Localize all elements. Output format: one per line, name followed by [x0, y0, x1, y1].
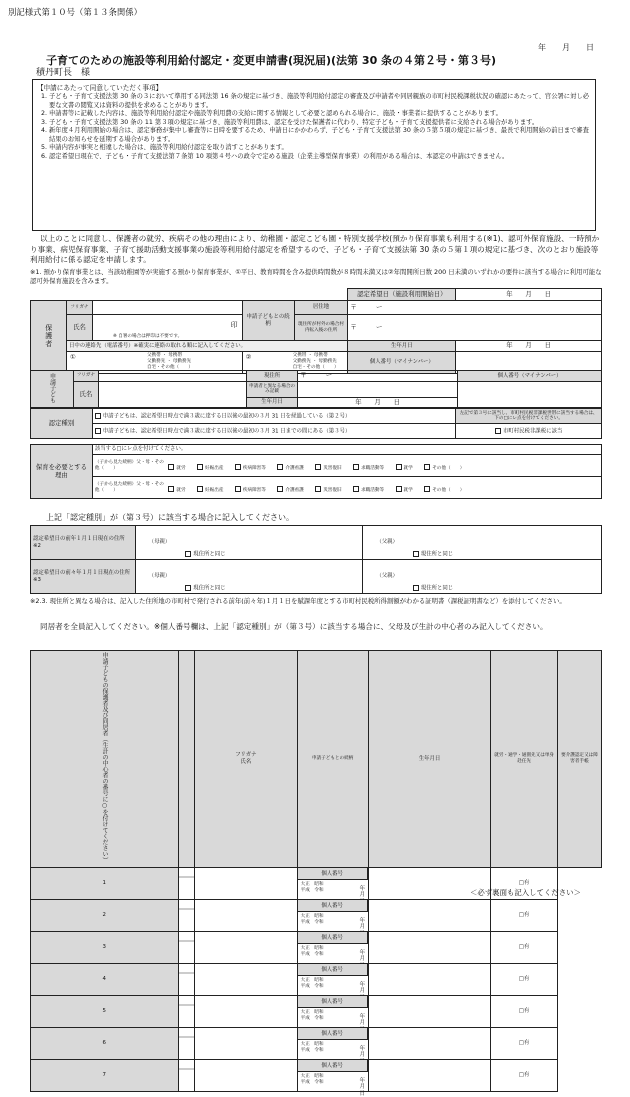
child-name-label: 氏名 — [73, 381, 99, 408]
reason-who[interactable]: （子から見た続柄）父・母・その他（ ） — [94, 460, 164, 471]
child-furigana-label: フリガナ — [73, 371, 99, 382]
household-birth-field[interactable] — [298, 944, 368, 963]
era-options[interactable]: 大正 昭和 平成 令和 — [300, 1041, 324, 1053]
era-options[interactable]: 大正 昭和 平成 令和 — [300, 1009, 324, 1021]
guardian-mynumber-label: 個人番号（マイナンバー） — [348, 351, 456, 373]
cert-type-label: 認定種別 — [31, 409, 93, 439]
reason-option[interactable]: 介護看護 — [277, 466, 303, 471]
household-mynumber-row[interactable] — [298, 1028, 368, 1040]
era-options[interactable]: 大正 昭和 平成 令和 — [300, 945, 324, 957]
reason-label: 保育を必要とする理由 — [31, 445, 93, 499]
household-work-header: 就労・通学・通園先又は単身赴任先 — [491, 651, 558, 868]
prev2-father-label: （父親） — [363, 560, 411, 594]
era-options[interactable]: 大正 昭和 平成 令和 — [300, 913, 324, 925]
notice-item: 3. 子ども・子育て支援法第 30 条の 11 第３項の規定に基づき、施設等利用費は、認定を受けた保護者に代わり、特定子ども・子育て支援提供者に支給される場合があります。 — [49, 119, 591, 128]
seal-mark: 印 — [230, 321, 238, 329]
back-side-note: ＜必ず裏面も記入してください＞ — [470, 888, 581, 897]
household-care-field[interactable]: □有 — [491, 931, 558, 963]
consent-notice-box — [32, 79, 596, 231]
household-row-number[interactable]: 2 — [31, 899, 179, 931]
household-row — [31, 963, 602, 995]
child-address-label: 現住所 — [246, 371, 297, 382]
household-mynumber-label: 個人番号 — [298, 996, 368, 1007]
household-care-field[interactable]: □有 — [491, 867, 558, 899]
reason-option[interactable]: 就労 — [168, 466, 185, 471]
household-row — [31, 931, 602, 963]
child-address-detail-field[interactable] — [298, 381, 458, 397]
checkbox[interactable] — [495, 428, 501, 434]
prev-father-same[interactable]: 現住所と同じ — [411, 526, 602, 560]
household-birth-cell — [297, 995, 368, 1027]
guardian-birth-field[interactable]: 年 月 日 — [456, 341, 602, 352]
addressee: 積丹町長 様 — [36, 68, 91, 78]
prev2-year-address-label: 認定希望日の前々年１月１日現在の住所 ※3 — [31, 560, 136, 594]
moved-address-field[interactable]: 〒 ー — [348, 315, 602, 341]
reason-option[interactable]: 疾病障害等 — [235, 466, 266, 471]
household-name-field[interactable] — [178, 1059, 195, 1091]
household-birth-field[interactable] — [298, 880, 368, 899]
reason-option[interactable]: 就労 — [168, 488, 185, 493]
household-mynumber-label: 個人番号 — [298, 900, 368, 911]
household-work-field[interactable] — [368, 1059, 491, 1091]
prev-mother-label: （母親） — [135, 526, 183, 560]
household-mynumber-row[interactable] — [298, 900, 368, 912]
cert-type-option-3[interactable]: 申請子どもは、認定希望日時点で満３歳に達する日以後の最初の３月 31 日までの間にある（第３号） — [92, 424, 455, 439]
reason-option[interactable]: 就学 — [396, 466, 413, 471]
cert-type-option-2[interactable]: 申請子どもは、認定希望日時点で満３歳に達する日以後の最初の３月 31 日を経過している（第２号） — [92, 409, 455, 424]
household-care-field[interactable]: □有 — [491, 963, 558, 995]
child-section-label: 申請子ども — [31, 371, 74, 408]
child-mynumber-label: 個人番号（マイナンバー） — [458, 371, 602, 382]
household-row-number[interactable]: 3 — [31, 931, 179, 963]
guardian-birth-label: 生年月日 — [348, 341, 456, 352]
household-work-field[interactable] — [368, 963, 491, 995]
cert-date-field[interactable]: 年 月 日 — [456, 289, 602, 301]
household-mynumber-row[interactable] — [298, 868, 368, 880]
reason-header: 該当する□にレ点を付けてください。 — [92, 445, 601, 455]
cert-type-table — [30, 408, 602, 439]
household-row — [31, 995, 602, 1027]
household-birth-field[interactable] — [298, 976, 368, 995]
household-birth-field[interactable] — [298, 912, 368, 931]
child-birth-label: 生年月日 — [246, 397, 297, 408]
household-mynumber-row[interactable] — [298, 932, 368, 944]
contact-1-options[interactable]: 父携帯 ・ 母携帯 父勤務先 ・ 母勤務先 自宅・その他（ ） — [146, 352, 193, 370]
household-name-header: フリガナ 氏名 — [195, 651, 298, 868]
notice-item: 4. 新年度４月利用開始の場合は、認定事務が集中し審査等に日時を要するため、申請日にかかわらず、子ども・子育て支援法第 30 条の５第５項の規定に基づき、最長で利用開始の前日まで審査結果のお知らせを延期する場合があります。 — [49, 127, 591, 144]
reason-option[interactable]: 災害復旧 — [315, 488, 341, 493]
household-name-field[interactable] — [178, 867, 195, 899]
household-row — [31, 899, 602, 931]
intro-note-1: ※1. 預かり保育事業とは、当該幼稚園等が実施する預かり保育事業が、①平日、教育時間を含み提供時間数が８時間未満又は②年間開所日数 200 日未満のいずれかの要件に該当する場合に利用可能な認可外保育施設を含みます。 — [30, 268, 602, 285]
household-name-field[interactable] — [178, 931, 195, 963]
reason-option[interactable]: 介護看護 — [277, 488, 303, 493]
guardian-furigana-field[interactable] — [92, 301, 242, 315]
household-birth-cell — [297, 1059, 376, 1097]
household-intro: 同居者を全員記入してください。※個人番号欄は、上記「認定種別」が（第３号）に該当する場合に、父母及び生計の中心者のみ記入してください。 — [40, 622, 548, 631]
era-options[interactable]: 大正 昭和 平成 令和 — [300, 1073, 324, 1085]
reason-row-2 — [92, 477, 601, 499]
household-birth-cell — [297, 931, 368, 963]
household-name-field[interactable] — [178, 1027, 195, 1059]
submission-date[interactable]: 年 月 日 — [538, 43, 594, 52]
household-mynumber-label: 個人番号 — [298, 964, 368, 975]
child-address-note: 申請者と異なる場合のみ記載 — [246, 381, 297, 397]
notice-heading: 【申請にあたって同意していただく事項】 — [37, 84, 163, 92]
reason-row-1 — [92, 455, 601, 477]
household-birth-header: 生年月日 — [368, 651, 491, 868]
reason-who[interactable]: （子から見た続柄）父・母・その他（ ） — [94, 482, 164, 493]
household-row-number[interactable]: 7 — [31, 1059, 179, 1091]
moved-address-label: 現住所が村外の場合村内転入後の住所 — [294, 315, 348, 341]
prev-year-address-label: 認定希望日の前年１月１日現在の住所 ※2 — [31, 526, 136, 560]
contact-2-marker: ② — [245, 352, 252, 361]
era-options[interactable]: 大正 昭和 平成 令和 — [300, 977, 324, 989]
household-relation-field[interactable] — [195, 1059, 298, 1091]
household-work-field[interactable] — [368, 899, 491, 931]
reason-option[interactable]: 妊娠出産 — [197, 488, 223, 493]
birth-ymd: 年 月 — [359, 1013, 366, 1027]
intro-paragraph: 以上のことに同意し、保護者の就労、疾病その他の理由により、幼稚園・認定こども園・特別支援学校(預かり保育事業も利用する(※1)、認可外保育施設、一時預かり事業、病児保育事業、子育て援助活動支援事業の施設等利用給付認定を希望するので、子ども・子育て支援法第 30 条の５第１項の規定に基づき、次のとおり施設等利用給付に係る認定を申請します。 — [30, 234, 600, 265]
notice-item: 1. 子ども・子育て支援法第 30 条の３において準用する同法第 16 条の規定に基づき、施設等利用給付認定の審査及び申請者や同居親族の市町村民税課税状況の確認にあたって、官公署に対し必要な文書の閲覧又は資料の提供を求めることがあります。 — [49, 93, 591, 110]
checkbox[interactable] — [95, 413, 101, 419]
household-name-field[interactable] — [178, 963, 195, 995]
section3-heading: 上記「認定種別」が（第３号）に該当する場合に記入してください。 — [46, 513, 294, 522]
child-address-field[interactable]: 〒 ー — [298, 371, 458, 382]
seal-note: ※ 自署の場合は押印は不要です。 — [112, 333, 183, 339]
notice-item: 6. 認定希望日現在で、子ども・子育て支援法第７条第 10 項第４号ハの政令で定める施設（企業主導型保育事業）の利用がある場合は、本認定の申請はできません。 — [49, 153, 591, 162]
reason-option[interactable]: 求職活動等 — [353, 488, 384, 493]
household-work-field[interactable] — [368, 1027, 491, 1059]
household-row-number[interactable]: 5 — [31, 995, 179, 1027]
household-birth-field[interactable] — [298, 1040, 368, 1059]
reason-option[interactable]: 妊娠出産 — [197, 466, 223, 471]
previous-address-table — [30, 525, 602, 594]
household-mynumber-row[interactable] — [298, 964, 368, 976]
contact-2-options[interactable]: 父携帯 ・ 母携帯 父勤務先 ・ 母勤務先 自宅・その他（ ） — [292, 352, 339, 370]
household-row — [31, 1059, 602, 1091]
prev-father-label: （父親） — [363, 526, 411, 560]
prev2-father-same[interactable]: 現住所と同じ — [411, 560, 602, 594]
household-mynumber-label: 個人番号 — [298, 932, 368, 943]
household-birth-field[interactable] — [298, 1008, 368, 1027]
household-table — [30, 650, 602, 1097]
child-birth-field[interactable]: 年 月 日 — [298, 397, 458, 408]
reason-option[interactable]: 就学 — [396, 488, 413, 493]
household-relation-field[interactable] — [195, 995, 298, 1027]
household-mynumber-row[interactable] — [298, 996, 368, 1008]
household-relation-field[interactable] — [195, 963, 298, 995]
household-birth-cell — [297, 867, 368, 899]
cert-date-label: 認定希望日（施設利用開始日） — [348, 289, 456, 301]
birth-ymd: 年 月 — [359, 949, 366, 963]
household-relation-header: 申請子どもとの続柄 — [297, 651, 368, 868]
household-birth-cell — [297, 899, 368, 931]
reason-option[interactable]: 疾病障害等 — [235, 488, 266, 493]
household-mynumber-label: 個人番号 — [298, 1060, 368, 1071]
guardian-furigana-label: フリガナ — [66, 301, 92, 315]
reason-option[interactable]: その他（ ） — [424, 466, 464, 471]
notice-item: 5. 申請内容が事実と相違した場合は、施設等利用給付認定を取り消すことがあります。 — [49, 144, 591, 153]
household-name-field[interactable] — [178, 995, 195, 1027]
household-row-number[interactable]: 1 — [31, 867, 179, 899]
address-label: 居住地 — [294, 301, 348, 315]
prev2-mother-label: （母親） — [135, 560, 183, 594]
child-mynumber-field[interactable] — [458, 381, 602, 408]
birth-ymd: 年 月 — [359, 885, 366, 899]
contact-1-marker: ① — [69, 352, 76, 361]
household-birth-cell — [297, 963, 368, 995]
child-table — [30, 370, 602, 408]
household-care-field[interactable]: □有 — [491, 1059, 558, 1091]
household-relation-field[interactable] — [195, 899, 298, 931]
birth-ymd: 年 月 — [359, 917, 366, 931]
household-mynumber-label: 個人番号 — [298, 868, 368, 879]
household-mynumber-label: 個人番号 — [298, 1028, 368, 1039]
page-title: 子育てのための施設等利用給付認定・変更申請書(現況届)(法第 30 条の４第２号・第３号) — [46, 54, 497, 67]
household-care-header: 要介護認定又は障害者手帳 — [557, 651, 601, 868]
prev2-mother-same[interactable]: 現住所と同じ — [183, 560, 363, 594]
checkbox[interactable] — [95, 428, 101, 434]
prev-mother-same[interactable]: 現住所と同じ — [183, 526, 363, 560]
household-work-field[interactable] — [368, 931, 491, 963]
household-work-field[interactable] — [368, 995, 491, 1027]
household-side-label: 申請子どもの保護者及び同居者（生計の中心者の番号に○を付けてください） — [31, 651, 179, 868]
household-relation-field[interactable] — [195, 867, 298, 899]
reason-option[interactable]: 災害復旧 — [315, 466, 341, 471]
reason-table — [30, 444, 602, 499]
application-table — [30, 288, 602, 374]
household-care-field[interactable]: □有 — [491, 995, 558, 1027]
address-field[interactable]: 〒 ー — [348, 301, 602, 315]
household-row-number[interactable]: 4 — [31, 963, 179, 995]
birth-ymd: 年 月 — [359, 981, 366, 995]
era-options[interactable]: 大正 昭和 平成 令和 — [300, 881, 324, 893]
child-name-field[interactable] — [99, 381, 247, 408]
household-name-field[interactable] — [178, 899, 195, 931]
guardian-name-field[interactable] — [92, 315, 242, 341]
guardian-section-label: 保護者 — [31, 301, 67, 374]
household-row — [31, 1027, 602, 1059]
tax-exempt-check[interactable]: 市町村民税非課税に該当 — [456, 424, 602, 439]
household-relation-field[interactable] — [195, 931, 298, 963]
guardian-name-label: 氏名 — [66, 315, 92, 341]
note-2-3: ※2.3. 現住所と異なる場合は、記入した住所地の市町村で発行される前年(前々年)１月１日を賦課年度とする市町村民税所得割額がわかる証明書（課税証明書など）を添付してください。 — [30, 597, 566, 605]
cert-side-note: 左記で第３号に該当し、市町村民税非課税世帯に該当する場合は、下の□にレ点を付けてください。 — [456, 409, 602, 424]
daytime-contact-label: 日中の連絡先（電話番号）※確実に連絡の取れる順に記入してください。 — [66, 341, 347, 352]
household-row-number[interactable]: 6 — [31, 1027, 179, 1059]
household-relation-field[interactable] — [195, 1027, 298, 1059]
reason-option[interactable]: その他（ ） — [424, 488, 464, 493]
reason-option[interactable]: 求職活動等 — [353, 466, 384, 471]
birth-ymd: 年 月 — [359, 1045, 366, 1059]
household-care-field[interactable]: □有 — [491, 1027, 558, 1059]
notice-item: 2. 申請書等に記載した内容は、施設等利用給付認定や施設等利用費の支給に関する情報として必要と認められる場合に、施設・事業者に提供することがあります。 — [49, 110, 591, 119]
household-birth-field[interactable] — [298, 1072, 376, 1097]
household-mynumber-row[interactable] — [298, 1060, 368, 1072]
notice-list — [37, 93, 591, 161]
birth-ymd: 年 月 日 — [359, 1077, 376, 1097]
form-number: 別記様式第１０号（第１３条関係） — [8, 7, 142, 17]
guardian-relation-label: 申請子どもとの続柄 — [242, 301, 294, 341]
household-birth-cell — [297, 1027, 368, 1059]
child-furigana-field[interactable] — [99, 371, 247, 382]
household-number-header — [178, 651, 195, 868]
household-care-field[interactable]: □有 — [491, 899, 558, 931]
